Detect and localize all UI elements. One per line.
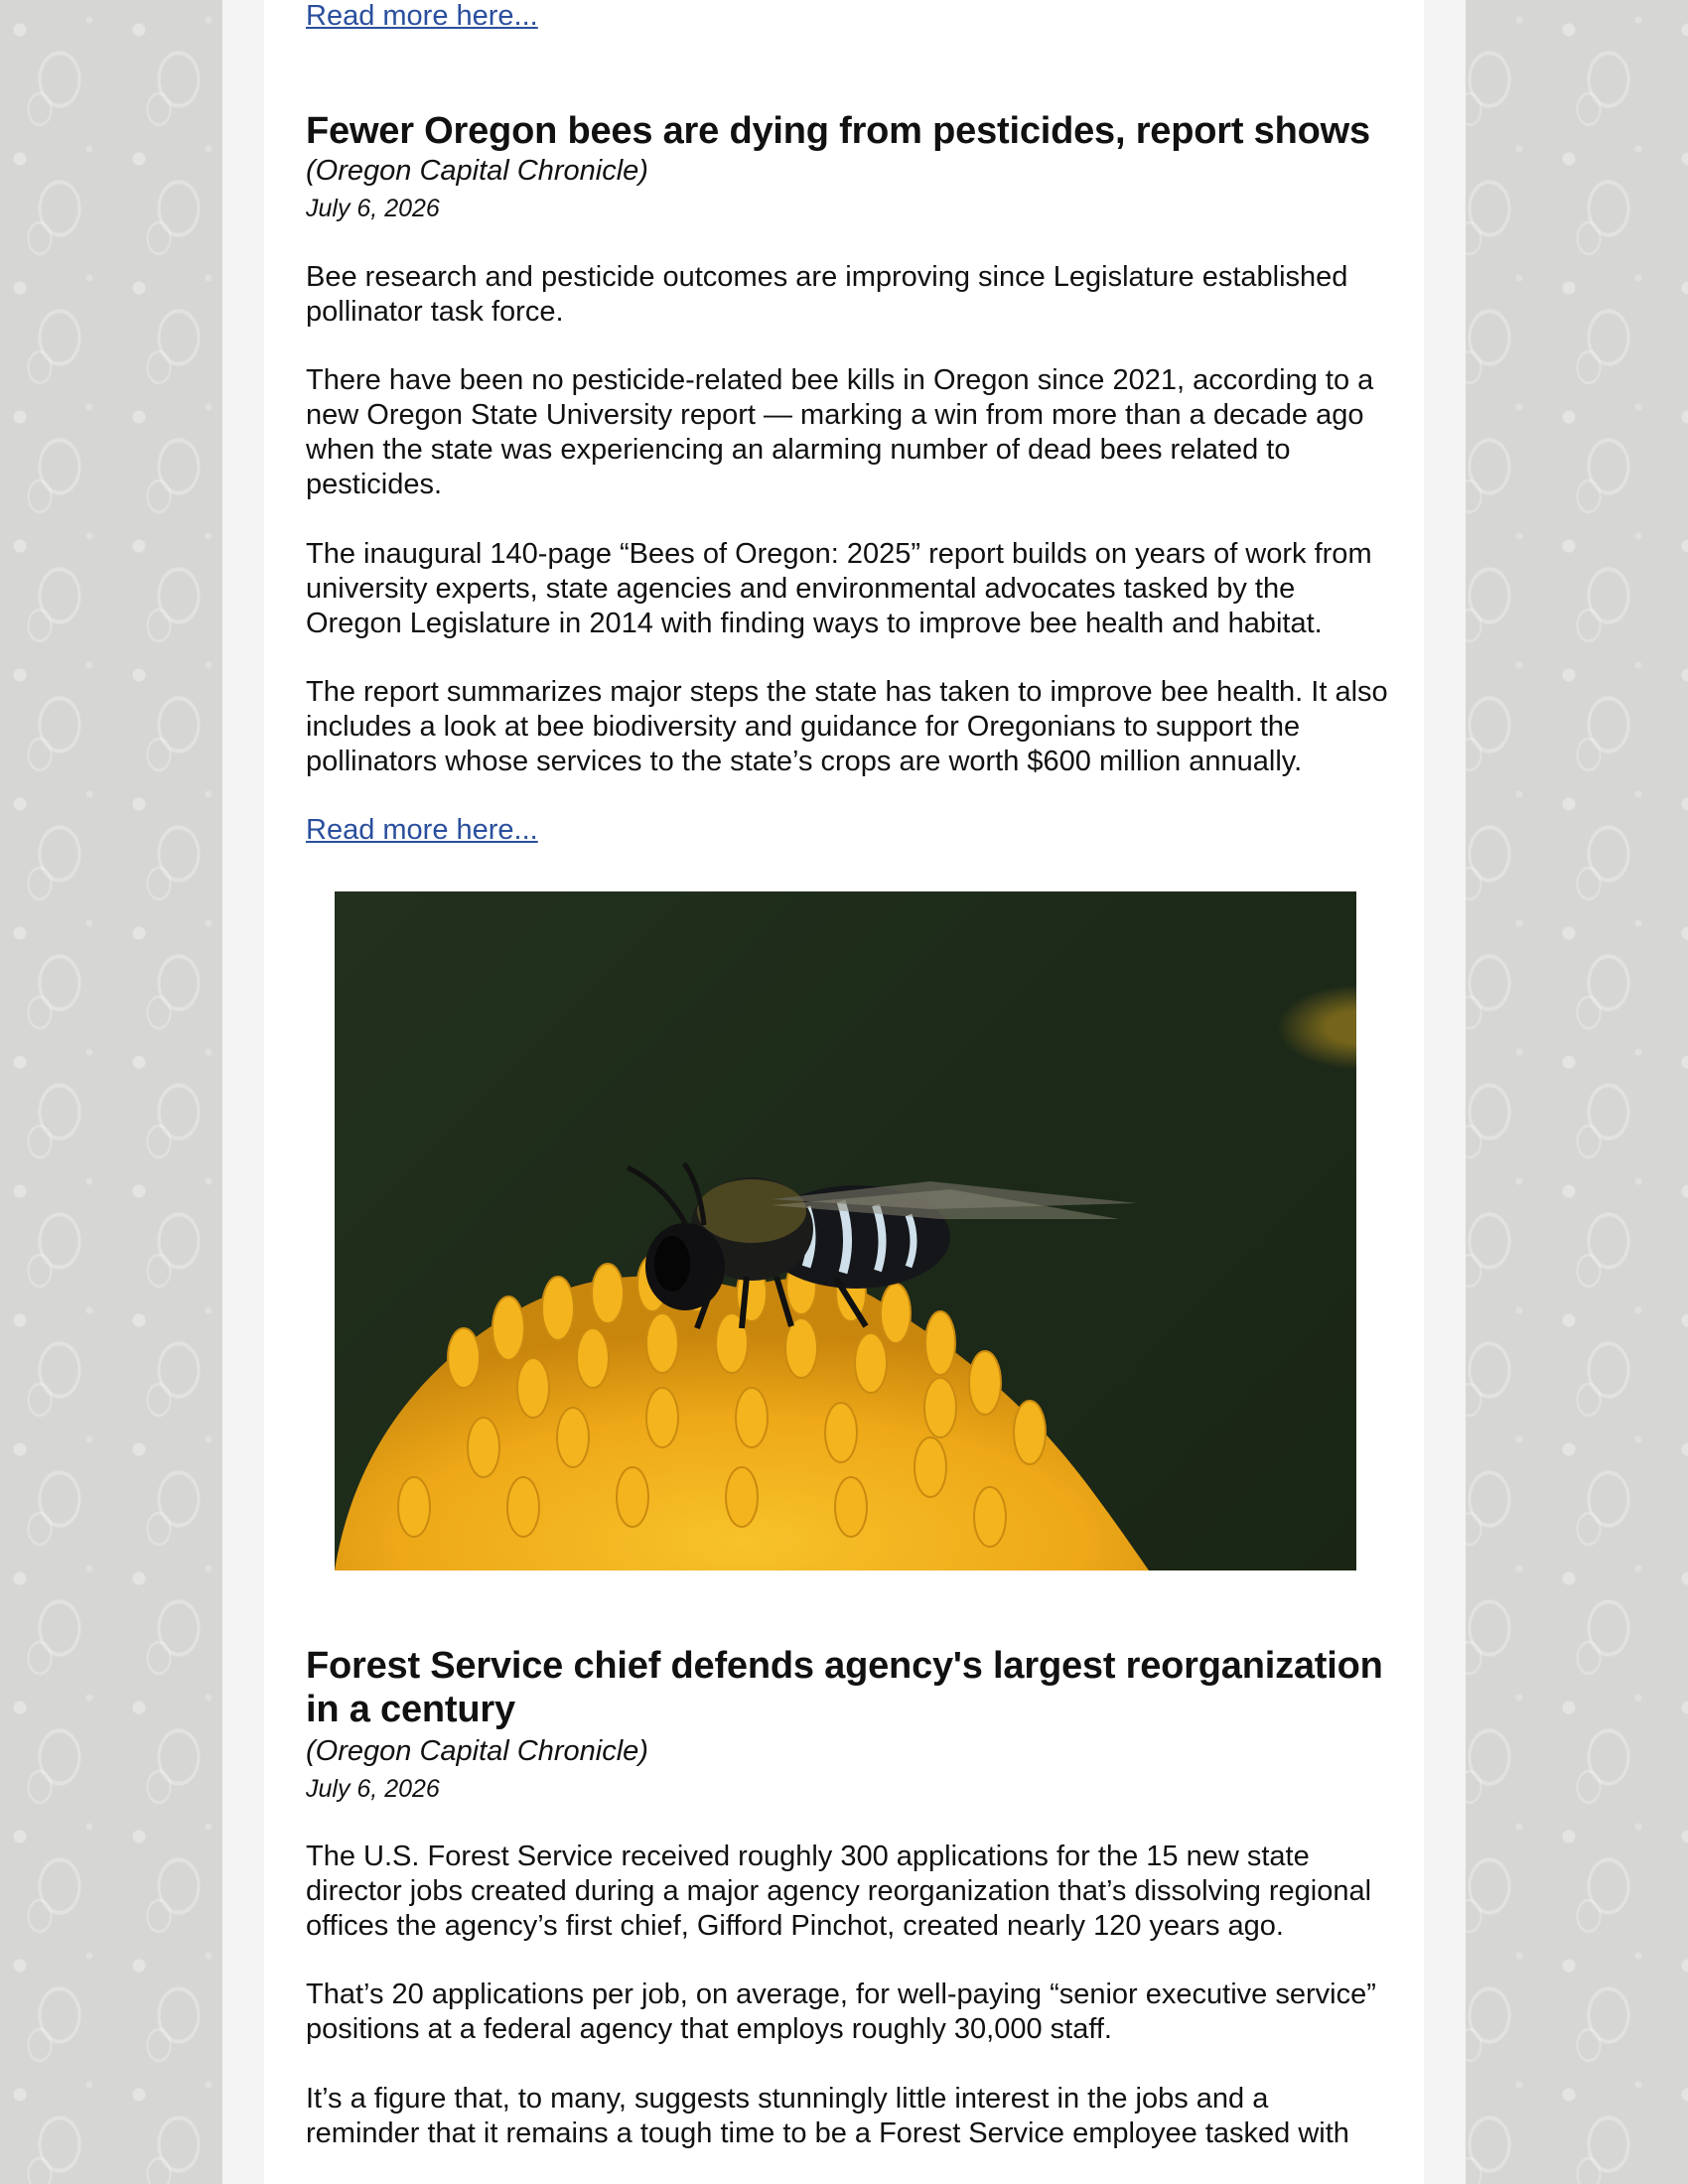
article-paragraph: It’s a figure that, to many, suggests stunningly little interest in the jobs and a reminder that it remains a tough time to be a Forest Service employee tasked with xyxy=(306,2083,1349,2149)
article-paragraph: That’s 20 applications per job, on average, for well-paying “senior executive service” positions at a federal agency that employs roughly 30,000 staff. xyxy=(306,1979,1376,2045)
article-paragraph: The report summarizes major steps the state has taken to improve bee health. It also includes a look at bee biodiversity and guidance for Oregonians to support the pollinators whose services to the state’s crops are worth $600 million annually. xyxy=(306,676,1388,777)
article-paragraph: The inaugural 140-page “Bees of Oregon: 2025” report builds on years of work from university experts, state agencies and environmental advocates tasked by the Oregon Legislature in 2014 with finding ways to improve bee health and habitat. xyxy=(306,538,1372,639)
article-title-forest-service: Forest Service chief defends agency's largest reorganization in a century xyxy=(306,1645,1383,1730)
bee-on-flower-photo xyxy=(335,891,1356,1570)
read-more-link-previous[interactable]: Read more here... xyxy=(306,0,538,32)
article-date-bees: July 6, 2026 xyxy=(306,195,440,222)
article-date-forest-service: July 6, 2026 xyxy=(306,1775,440,1803)
article-source-bees: (Oregon Capital Chronicle) xyxy=(306,155,648,187)
article-paragraph: The U.S. Forest Service received roughly 300 applications for the 15 new state director jobs created during a major agency reorganization that’s dissolving regional offices the agency’s first chief, Gifford Pinchot, created nearly 120 years ago. xyxy=(306,1841,1372,1942)
newsletter-body xyxy=(264,0,1424,2184)
article-title-bees: Fewer Oregon bees are dying from pesticides, report shows xyxy=(306,110,1370,152)
article-paragraph: Bee research and pesticide outcomes are improving since Legislature established pollinator task force. xyxy=(306,261,1348,328)
article-paragraph: There have been no pesticide-related bee kills in Oregon since 2021, according to a new Oregon State University report — marking a win from more than a decade ago when the state was experiencing an alarming number of dead bees related to pesticides. xyxy=(306,364,1374,500)
newsletter-frame xyxy=(222,0,1466,2184)
article-source-forest-service: (Oregon Capital Chronicle) xyxy=(306,1735,648,1767)
read-more-link-bees[interactable]: Read more here... xyxy=(306,814,538,846)
